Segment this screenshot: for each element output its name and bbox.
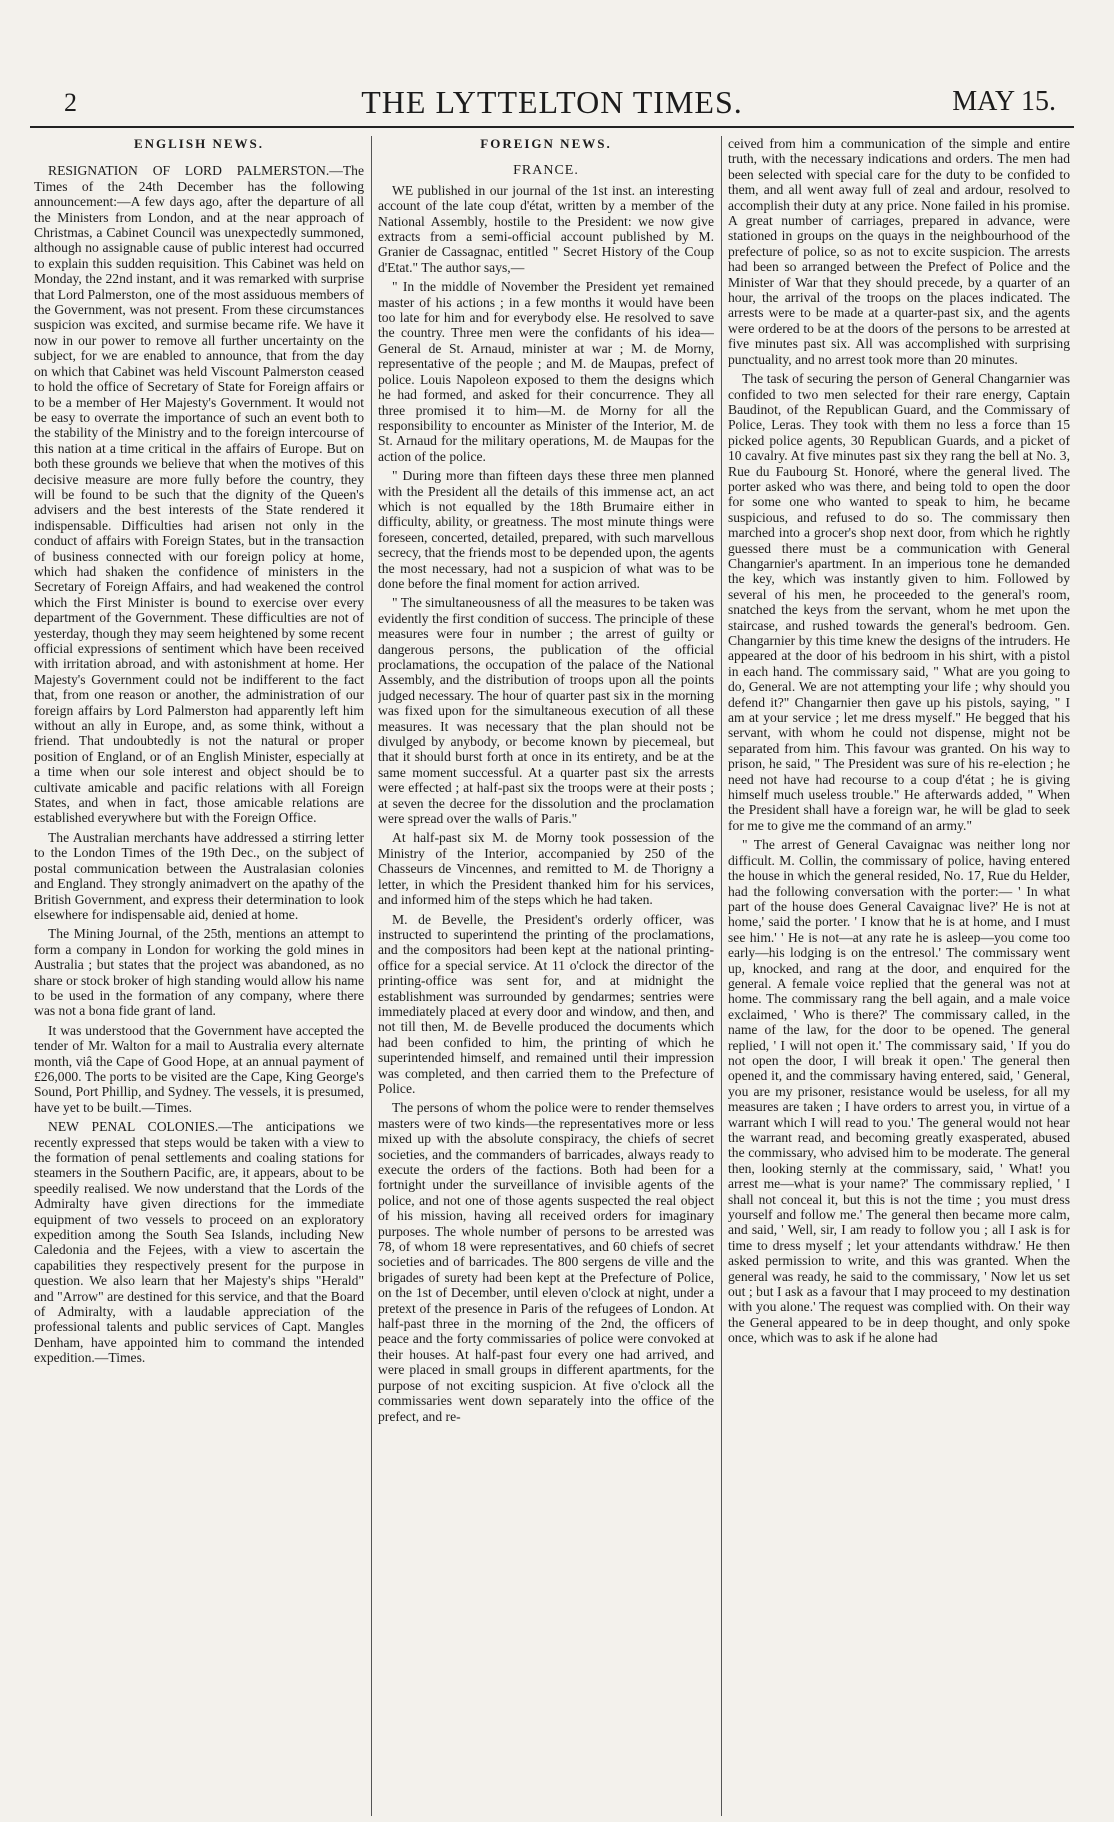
article-paragraph: The Australian merchants have addressed a stirring letter to the London Times of the 19th Dec., on the subject of postal communication between the Australasian colonies and England. They strongly animadvert on the apathy of the British Government, and express their determination to look elsewhere for indispensable aid, denied at home. <box>34 829 364 922</box>
section-heading-foreign-news: FOREIGN NEWS. <box>480 136 612 151</box>
article-paragraph: " In the middle of November the President yet remained master of his actions ; in a few months it would have been too late for him and for everybody else. He resolved to save the country. Three men were the confidants of his idea—General de St. Arnaud, minister at war ; M. de Morny, representative of the people ; and M. de Maupas, prefect of police. Louis Napoleon exposed to them the designs which he had formed, and asked for their concurrence. They all three promised it to him—M. de Morny for all the responsibility to encounter as Minister of the Interior, M. de St. Arnaud for the military operations, M. de Maupas for the action of the police. <box>378 279 714 464</box>
section-heading-english-news: ENGLISH NEWS. <box>133 136 265 151</box>
column-divider <box>721 136 722 1816</box>
newspaper-title: THE LYTTELTON TIMES. <box>361 84 743 120</box>
article-paragraph: The persons of whom the police were to render themselves masters were of two kinds—the representatives more or less mixed up with the absolute conspiracy, the chiefs of secret societies, and the commanders of barricades, always ready to execute the orders of the factions. Both had been for a fortnight under the surveillance of invisible agents of the police, and not one of those agents suspected the real object of his mission, having all received orders for imaginary purposes. The whole number of persons to be arrested was 78, of whom 18 were representatives, and 60 chiefs of secret societies and of barricades. The 800 sergens de ville and the brigades of surety had been kept at the Prefecture of Police, on the 1st of December, until eleven o'clock at night, under a pretext of the presence in Paris of the refugees of London. At half-past three in the morning of the 2nd, the officers of peace and the forty commissaries of police were convoked at their houses. At half-past four every one had arrived, and were placed in small groups in different apartments, for the purpose of not exciting suspicion. At five o'clock all the commissaries went down separately into the office of the prefect, and re- <box>378 1100 714 1424</box>
article-paragraph: The task of securing the person of General Changarnier was confided to two men selected for their rare energy, Captain Baudinot, of the Republican Guard, and the Commissary of Police, Leras. They took with them no less a force than 15 picked police agents, 30 Republican Guards, and a picket of 10 cavalry. At five minutes past six they rang the bell at No. 3, Rue du Faubourg St. Honoré, where the general lived. The porter asked who was there, and being told to open the door for some one who wanted to speak to him, he became suspicious, and refused to do so. The commissary then marched into a grocer's shop next door, from which he rightly guessed there must be a communication with General Changarnier's apartment. In an imperious tone he demanded the key, which was instantly given to him. Followed by several of his men, he proceeded to the general's room, snatched the keys from the servant, whom he met upon the staircase, and rushed towards the general's bedroom. Gen. Changarnier by this time knew the designs of the intruders. He appeared at the door of his bedroom in his shirt, with a pistol in each hand. The commissary said, " What are you going to do, General. We are not attempting your life ; why should you defend it?" Changarnier then gave up his pistols, saying, " I am at your service ; let me dress myself." He begged that his servant, with whom he could not dispense, might not be separated from him. This favour was granted. On his way to prison, he said, " The President was sure of his re-election ; he need not have had recourse to a coup d'état ; he is giving himself much useless trouble." He afterwards added, " When the President shall have a foreign war, he will be glad to seek for me to give me the command of an army." <box>728 371 1070 833</box>
article-paragraph: It was understood that the Government have accepted the tender of Mr. Walton for a mail to Australia every alternate month, viâ the Cape of Good Hope, at an annual payment of £26,000. The ports to be visited are the Cape, King George's Sound, Port Phillip, and Sydney. The vessels, it is presumed, have yet to be built.—Times. <box>34 1022 364 1115</box>
article-paragraph: " The simultaneousness of all the measures to be taken was evidently the first condition of success. The principle of these measures were four in number ; the arrest of guilty or dangerous persons, the publication of the official proclamations, the occupation of the palace of the National Assembly, and the distribution of troops upon all the points judged necessary. The hour of quarter past six in the morning was fixed upon for the simultaneous execution of all these measures. It was necessary that the plan should not be divulged by anybody, or become known by piecemeal, but that it should burst forth at once in its entirety, and be at the same moment successful. At a quarter past six the arrests were effected ; at half-past six the troops were at their posts ; at seven the decree for the dissolution and the proclamation were spread over the walls of Paris." <box>378 595 714 827</box>
masthead-rule <box>30 126 1074 128</box>
article-paragraph: At half-past six M. de Morny took possession of the Ministry of the Interior, accompanied by 250 of the Chasseurs de Vincennes, and remitted to M. de Thorigny a letter, in which the President thanked him for his services, and informed him of the steps which he had taken. <box>378 830 714 908</box>
article-paragraph: RESIGNATION OF LORD PALMERSTON.—The Times of the 24th December has the following announcement:—A few days ago, after the departure of all the Ministers from London, and at the near approach of Christmas, a Cabinet Council was unexpectedly summoned, although no assignable cause of public interest had occurred to explain this sudden requisition. This Cabinet was held on Monday, the 22nd instant, and it was remarked with surprise that Lord Palmerston, one of the most assiduous members of the Government, was not present. From these circumstances suspicion was excited, and surmise became rife. We have it now in our power to remove all further uncertainty on the subject, for we are enabled to announce, that from the day on which that Cabinet was held Viscount Palmerston ceased to hold the office of Secretary of State for Foreign affairs or to be a member of Her Majesty's Government. It would not be easy to overrate the importance of such an event both to the stability of the Ministry and to the foreign intercourse of this nation at a time critical in the affairs of Europe. But on both these grounds we believe that when the motives of this decisive measure are more fully before the country, they will be found to be such that the dignity of the Queen's advisers and the best interests of the State rendered it indispensable. Difficulties had arisen not only in the conduct of affairs with Foreign States, but in the transaction of business connected with our foreign policy at home, which had shaken the confidence of ministers in the Secretary of Foreign Affairs, and had weakened the control which the First Minister is bound to exercise over every department of the Government. These difficulties are not of yesterday, though they may seem heightened by some recent official expressions of sentiment which have been received with irritation abroad, and with astonishment at home. Her Majesty's Government could not be indifferent to the fact that, from one reason or another, the administration of our foreign affairs by Lord Palmerston had apparently left him without an ally in Europe, and, as some think, without a friend. That undoubtedly is not the natural or proper position of England, or of an English Minister, especially at a time when our sole interest and object should be to cultivate amicable and pacific relations with all Foreign States, and when in fact, those amicable relations are established everywhere but with the Foreign Office. <box>34 163 364 826</box>
article-paragraph: " The arrest of General Cavaignac was neither long nor difficult. M. Collin, the commissary of police, having entered the house in which the general resided, No. 17, Rue du Helder, had the following conversation with the porter:— ' In what part of the house does General Cavaignac live?' He is not at home,' said the porter. ' I know that he is at home, and I must see him.' ' He is not—at any rate he is asleep—you come too early—his lodging is on the entresol.' The commissary went up, knocked, and rang at the door, and enquired for the general. A female voice replied that the general was not at home. The commissary rang the bell again, and a male voice exclaimed, ' Who is there?' The commissary called, in the name of the law, for the door to be opened. The general replied, ' I will not open it.' The commissary said, ' If you do not open the door, I will break it open.' The general then opened it, and the commissary having entered, said, ' General, you are my prisoner, resistance would be useless, for all my measures are taken ; I have orders to arrest you, in virtue of a warrant which I will read to you.' The general would not hear the warrant read, and becoming greatly exasperated, abused the commissary, who advised him to be moderate. The general then, looking sternly at the commissary, said, ' What! you arrest me—what is your name?' The commissary replied, ' I shall not conceal it, but this is not the time ; you must dress yourself and follow me.' The general then became more calm, and said, ' Well, sir, I am ready to follow you ; all I ask is for time to dress myself ; let your attendants withdraw.' He then asked permission to write, and this was granted. When the general was ready, he said to the commissary, ' Now let us set out ; but I ask as a favour that I may proceed to my destination with you alone.' The request was complied with. On their way the General appeared to be in deep thought, and only spoke once, which was to ask if he alone had <box>728 837 1070 1346</box>
article-paragraph: The Mining Journal, of the 25th, mentions an attempt to form a company in London for working the gold mines in Australia ; but states that the project was abandoned, as no share or stock broker of high standing would allow his name to be used in the formation of any company, where there was not a bona fide grant of land. <box>34 926 364 1019</box>
subheading-france: FRANCE. <box>513 163 579 179</box>
page-number: 2 <box>64 88 77 117</box>
column-continued <box>728 136 1070 1816</box>
article-paragraph: ceived from him a communication of the simple and entire truth, with the necessary indications and orders. The men had been selected with special care for the duty to be confided to them, and all went away full of zeal and ardour, resolved to accomplish their duty at any price. None failed in his promise. A great number of carriages, prepared in advance, were stationed in groups on the quays in the neighbourhood of the prefecture of police, so as not to excite suspicion. The arrests had been so arranged between the Prefect of Police and the Minister of War that they should precede, by a quarter of an hour, the arrival of the troops on the places indicated. The arrests were to be made at a quarter-past six, and the agents were ordered to be at the doors of the persons to be arrested at five minutes past six. All was accomplished with surprising punctuality, and no arrest took more than 20 minutes. <box>728 136 1070 367</box>
issue-date: MAY 15. <box>952 86 1056 117</box>
columns <box>34 136 1070 1816</box>
masthead <box>34 84 1070 124</box>
article-paragraph: M. de Bevelle, the President's orderly officer, was instructed to superintend the printing of the proclamations, and the compositors had been kept at the national printing-office for a special service. At 11 o'clock the director of the printing-office was sent for, and at midnight the establishment was surrounded by gendarmes; sentries were immediately placed at every door and window, and then, and not till then, M. de Bevelle produced the documents which had been confided to him, the printing of which he superintended himself, and remained until their impression was completed, and then carried them to the Prefecture of Police. <box>378 911 714 1096</box>
article-paragraph: WE published in our journal of the 1st inst. an interesting account of the late coup d'état, written by a member of the National Assembly, hostile to the President: we now give extracts from a semi-official account published by M. Granier de Cassagnac, entitled " Secret History of the Coup d'Etat." The author says,— <box>378 182 714 275</box>
article-paragraph: " During more than fifteen days these three men planned with the President all the details of this immense act, an act which is not equalled by the 18th Brumaire either in difficulty, ability, or greatness. The most minute things were foreseen, concerted, detailed, prepared, with such marvellous secrecy, that the friends most to be depended upon, the agents the most necessary, had not a suspicion of what was to be done before the final moment for action arrived. <box>378 468 714 591</box>
column-divider <box>371 136 372 1816</box>
column-foreign-news <box>378 136 714 1816</box>
column-english-news <box>34 136 364 1816</box>
article-paragraph: NEW PENAL COLONIES.—The anticipations we recently expressed that steps would be taken with a view to the formation of penal settlements and coaling stations for steamers in the Southern Pacific, are, it appears, about to be speedily realised. We now understand that the Lords of the Admiralty have given directions for the immediate equipment of two vessels to proceed on an exploratory expedition among the South Sea Islands, including New Caledonia and the Fejees, with a view to ascertain the capabilities they respectively present for the purpose in question. We also learn that her Majesty's ships "Herald" and "Arrow" are destined for this service, and that the Board of Admiralty, with a laudable appreciation of the professional talents and public services of Capt. Mangles Denham, have appointed him to command the intended expedition.—Times. <box>34 1119 364 1366</box>
